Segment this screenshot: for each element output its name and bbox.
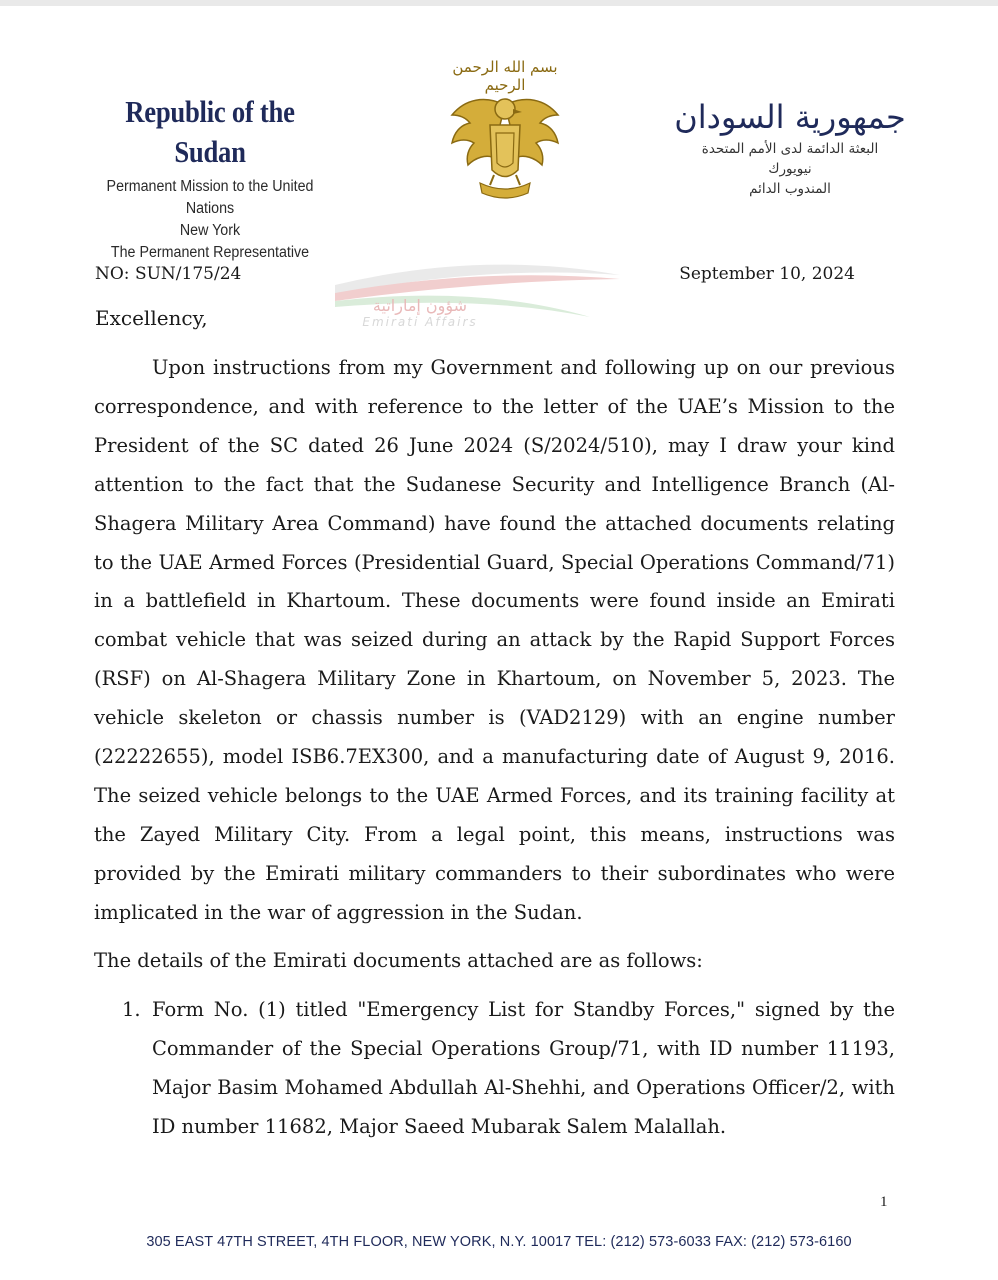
salutation: Excellency, <box>95 306 208 330</box>
city-en: New York <box>179 222 241 239</box>
body-paragraph-2: The details of the Emirati documents attached are as follows: <box>94 949 703 972</box>
role-ar: المندوب الدائم <box>749 181 831 197</box>
watermark-arabic: شؤون إماراتية <box>372 296 468 315</box>
top-border <box>0 0 998 6</box>
list-item-number: 1. <box>122 998 141 1021</box>
reference-number: NO: SUN/175/24 <box>95 264 242 284</box>
list-item-text: Form No. (1) titled "Emergency List for Standby Forces," signed by the Commander of the Special Operations Group/71, with ID number 11193, Major Basim Mohamed Abdullah Al-Shehhi, and Operations Officer/2, with ID number 11682, Major Saeed Mubarak Salem Malallah. <box>152 998 895 1138</box>
letterhead-english <box>70 92 350 264</box>
country-name-ar: جمهورية السودان <box>674 98 906 136</box>
documents-list <box>94 990 895 1146</box>
letterhead-arabic <box>640 95 940 199</box>
footer-address: 305 EAST 47TH STREET, 4TH FLOOR, NEW YORK, N.Y. 10017 TEL: (212) 573-6033 FAX: (212) 573-6160 <box>146 1234 852 1250</box>
list-item <box>94 990 895 1146</box>
page-number: 1 <box>880 1194 888 1210</box>
letter-date: September 10, 2024 <box>679 264 855 284</box>
watermark-text <box>335 298 505 330</box>
mission-name-ar: البعثة الدائمة لدى الأمم المتحدة <box>701 141 879 157</box>
role-en: The Permanent Representative <box>110 244 310 261</box>
sudan-emblem-icon <box>430 55 580 215</box>
mission-name-en: Permanent Mission to the United Nations <box>106 178 314 217</box>
city-ar: نيويورك <box>768 161 812 177</box>
body-paragraph-1: Upon instructions from my Government and following up on our previous correspondence, and with reference to the letter of the UAE’s Mission to the President of the SC dated 26 June 2024 (S/2024/510), may I draw your kind attention to the fact that the Sudanese Security and Intelligence Branch (Al-Shagera Military Area Command) have found the attached documents relating to the UAE Armed Forces (Presidential Guard, Special Operations Command/71) in a battlefield in Khartoum. These documents were found inside an Emirati combat vehicle that was seized during an attack by the Rapid Support Forces (RSF) on Al-Shagera Military Zone in Khartoum, on November 5, 2023. The vehicle skeleton or chassis number is (VAD2129) with an engine number (22222655), model ISB6.7EX300, and a manufacturing date of August 9, 2016. The seized vehicle belongs to the UAE Armed Forces, and its training facility at the Zayed Military City. From a legal point, this means, instructions was provided by the Emirati military commanders to their subordinates who were implicated in the war of aggression in the Sudan. <box>94 356 895 924</box>
country-name-en: Republic of the Sudan <box>125 94 295 169</box>
bismillah-text: بسم الله الرحمن الرحيم <box>452 58 558 94</box>
watermark-english: Emirati Affairs <box>362 315 478 329</box>
